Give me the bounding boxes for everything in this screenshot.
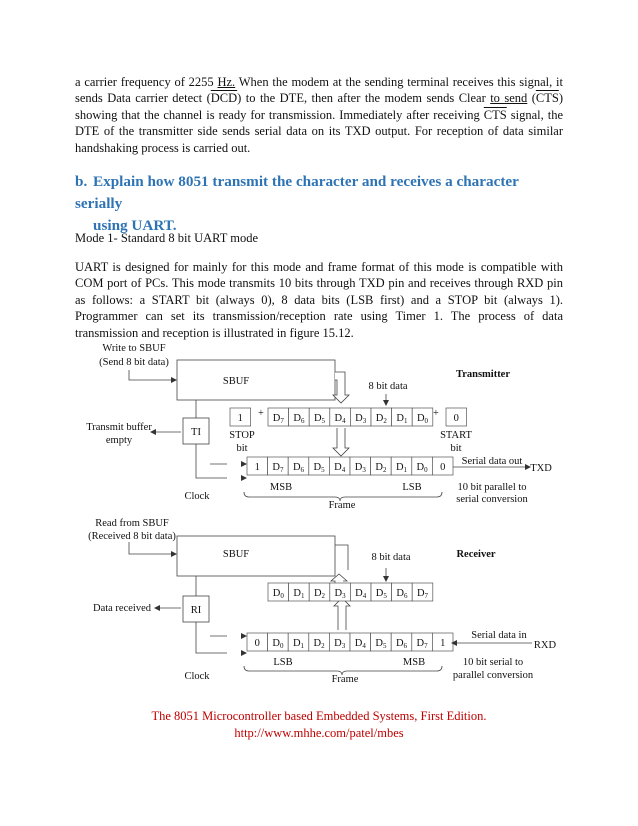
rx-data-bit-7: D7 (416, 588, 429, 600)
rx-frame-bit-3: D2 (313, 638, 325, 650)
write-arrowhead (171, 377, 177, 383)
tx-data-bit-6: D1 (396, 413, 408, 425)
rx-data-bit-5: D5 (375, 588, 387, 600)
tx-conversion-sublabel: serial conversion (456, 494, 528, 505)
tx-start-cell: 0 (453, 413, 459, 424)
intro-paragraph: a carrier frequency of 2255 Hz. When the modem at the sending terminal receives this signal, it sends Data carrier detect $(\overline{DCD})$ to the DTE, then after the modem sends Clear to send $(\overline{CTS})$ showing that the channel is ready for transmission. Immediately after receiving $\overline{CTS}$ signal, the DTE of the transmitter side sends serial data on its TXD output. For reception of data similar handshaking process is carried out. (75, 75, 563, 155)
tx-msb-label: MSB (269, 482, 293, 493)
rx-clock-label: Clock (184, 671, 210, 682)
rx-frame-bit-4: D3 (334, 638, 346, 650)
cts-signal: $\overline{CTS}$ (483, 107, 507, 122)
tx-sbuf-label: SBUF (222, 376, 250, 387)
start-bit-label: START (440, 430, 472, 441)
write-sbuf-sublabel: (Send 8 bit data) (99, 357, 169, 368)
rx-frame-label: Frame (331, 674, 359, 685)
rx-data-bit-6: D6 (396, 588, 408, 600)
transmitter-title: Transmitter (455, 369, 511, 380)
rx-data-bit-0: D0 (272, 588, 284, 600)
rx-data-bit-2: D2 (313, 588, 326, 600)
tx-frame-bit-6: D2 (375, 462, 387, 474)
tx-data-bit-5: D2 (375, 413, 387, 425)
read-arrowhead (171, 551, 177, 557)
rx-frame-bit-7: D6 (395, 638, 408, 650)
data-received-label: Data received (92, 603, 152, 614)
read-sbuf-sublabel: (Received 8 bit data) (88, 531, 176, 542)
tx-frame-bit-4: D4 (334, 462, 346, 474)
read-sbuf-label: Read from SBUF (95, 518, 169, 529)
ri-label: RI (190, 605, 202, 616)
rx-frame-bit-0: 0 (254, 638, 260, 649)
rx-frame-bit-8: D7 (416, 638, 428, 650)
tx-data-bit-0: D7 (272, 413, 284, 425)
tx-data-bit-7: D0 (416, 413, 429, 425)
tx-8bit-arrowhead (383, 400, 389, 406)
mode-description: UART is designed for mainly for this mode and frame format of this mode is compatible with COM port of PCs. This mode transmits 10 bits through TXD pin and receives through RXD pin as follows: a START bit (always 0), 8 data bits (LSB first) and a STOP bit (always 1). Programmer can set its transmission/reception rate using Timer 1. The process of data transmission and reception is illustrated in figure 15.12. (75, 260, 563, 340)
data-received-arrowhead (154, 605, 160, 611)
tx-frame-bit-9: 0 (440, 462, 446, 473)
tx-data-bit-4: D3 (355, 413, 367, 425)
tx-clock-label: Clock (184, 491, 210, 502)
rx-8bit-label: 8 bit data (371, 552, 411, 563)
ti-label: TI (191, 427, 201, 438)
rxd-label: RXD (533, 640, 557, 651)
footer-citation: The 8051 Microcontroller based Embedded Systems, First Edition. (151, 709, 487, 723)
rx-frame-bit-6: D5 (375, 638, 387, 650)
plus-sign: + (433, 408, 439, 419)
tx-frame-label: Frame (328, 500, 356, 511)
tx-8bit-label: 8 bit data (368, 381, 408, 392)
receiver-title: Receiver (456, 549, 496, 560)
tx-stop-cell: 1 (237, 413, 243, 424)
mode-title: Mode 1- Standard 8 bit UART mode (75, 231, 259, 245)
tx-data-bit-3: D4 (334, 413, 346, 425)
rx-conversion-sublabel: parallel conversion (452, 670, 534, 681)
tx-conversion-label: 10 bit parallel to (457, 482, 527, 493)
cts-signal: $\overline{CTS}$ (535, 91, 559, 106)
tx-frame-bit-8: D0 (416, 462, 428, 474)
serial-out-label: Serial data out (461, 456, 523, 467)
tx-data-bit-1: D6 (293, 413, 305, 425)
rx-data-bit-1: D1 (293, 588, 305, 600)
footer-url: http://www.mhhe.com/patel/mbes (234, 726, 404, 740)
tx-clock-arrowhead (241, 475, 247, 481)
tx-frame-bit-0: 1 (254, 462, 260, 473)
tbe-sublabel: empty (105, 435, 133, 446)
plus-sign: + (258, 408, 264, 419)
rx-data-bit-4: D4 (355, 588, 367, 600)
rx-frame-bit-1: D0 (272, 638, 284, 650)
rx-clock-arrowhead (241, 633, 247, 639)
rx-8bit-arrowhead (383, 576, 389, 582)
tx-clock-arrowhead (241, 461, 247, 467)
rx-clock-arrowhead (241, 650, 247, 656)
rx-frame-bit-9: 1 (440, 638, 446, 649)
tx-data-bit-2: D5 (313, 413, 326, 425)
tx-frame-bit-7: D1 (395, 462, 408, 474)
rx-msb-label: MSB (402, 657, 426, 668)
tx-frame-bit-1: D7 (272, 462, 284, 474)
stop-bit-label: STOP (229, 430, 255, 441)
rx-conversion-label: 10 bit serial to (462, 657, 524, 668)
txd-label: TXD (530, 463, 552, 474)
rx-data-bit-3: D3 (334, 588, 346, 600)
tx-lsb-label: LSB (402, 482, 422, 493)
tbe-label: Transmit buffer (86, 422, 152, 433)
rx-frame-bit-2: D1 (292, 638, 305, 650)
rx-lsb-label: LSB (273, 657, 293, 668)
start-bit-sublabel: bit (450, 443, 462, 454)
rx-frame-bit-5: D4 (354, 638, 366, 650)
dcd-signal: $\overline{DCD}$ (210, 91, 238, 106)
rx-sbuf-label: SBUF (222, 549, 250, 560)
question-heading: b. Explain how 8051 transmit the character and receives a character serially using UART. (75, 173, 519, 234)
tx-frame-bit-3: D5 (313, 462, 325, 474)
write-sbuf-label: Write to SBUF (102, 343, 166, 354)
tx-frame-bit-5: D3 (354, 462, 366, 474)
tx-frame-bit-2: D6 (292, 462, 305, 474)
stop-bit-sublabel: bit (236, 443, 248, 454)
serial-in-label: Serial data in (471, 630, 527, 641)
